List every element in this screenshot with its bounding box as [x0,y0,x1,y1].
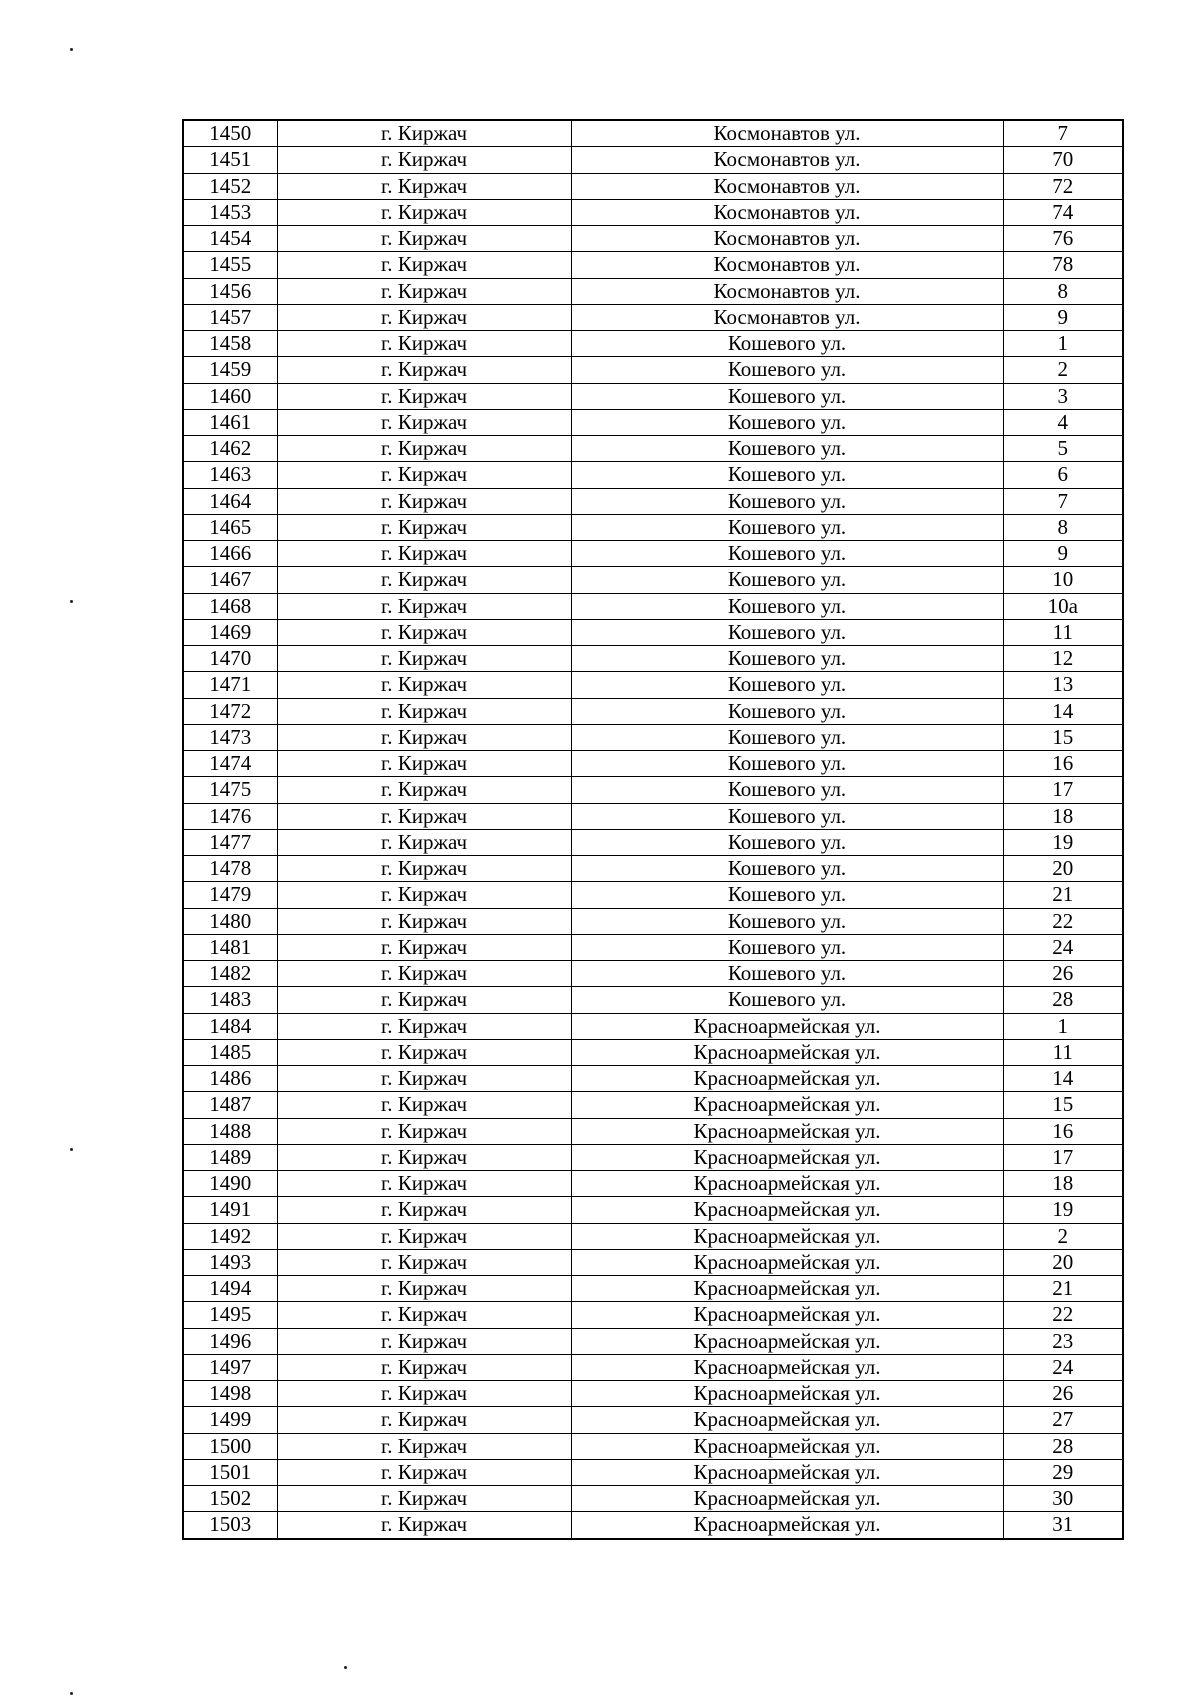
house-number-cell: 16 [1003,1118,1123,1144]
table-row [183,147,1123,173]
table-row [183,803,1123,829]
house-number-cell: 14 [1003,1066,1123,1092]
record-number-cell: 1493 [183,1249,277,1275]
house-number-cell: 28 [1003,987,1123,1013]
house-number-cell: 29 [1003,1459,1123,1485]
house-number-cell: 8 [1003,278,1123,304]
record-number-cell: 1483 [183,987,277,1013]
scan-speck [70,1692,73,1695]
table-row [183,1459,1123,1485]
city-cell: г. Киржач [277,619,571,645]
city-cell: г. Киржач [277,199,571,225]
city-cell: г. Киржач [277,829,571,855]
city-cell: г. Киржач [277,803,571,829]
record-number-cell: 1459 [183,357,277,383]
table-row [183,1433,1123,1459]
house-number-cell: 12 [1003,646,1123,672]
table-row [183,934,1123,960]
table-row [183,1171,1123,1197]
street-cell: Космонавтов ул. [571,304,1003,330]
house-number-cell: 11 [1003,619,1123,645]
record-number-cell: 1470 [183,646,277,672]
house-number-cell: 3 [1003,383,1123,409]
street-cell: Красноармейская ул. [571,1433,1003,1459]
street-cell: Красноармейская ул. [571,1144,1003,1170]
table-row [183,488,1123,514]
table-row [183,567,1123,593]
street-cell: Космонавтов ул. [571,252,1003,278]
record-number-cell: 1458 [183,331,277,357]
house-number-cell: 31 [1003,1512,1123,1539]
record-number-cell: 1497 [183,1354,277,1380]
city-cell: г. Киржач [277,514,571,540]
house-number-cell: 1 [1003,1013,1123,1039]
city-cell: г. Киржач [277,436,571,462]
city-cell: г. Киржач [277,1171,571,1197]
house-number-cell: 15 [1003,1092,1123,1118]
city-cell: г. Киржач [277,1066,571,1092]
record-number-cell: 1465 [183,514,277,540]
city-cell: г. Киржач [277,882,571,908]
street-cell: Красноармейская ул. [571,1512,1003,1539]
house-number-cell: 15 [1003,724,1123,750]
street-cell: Кошевого ул. [571,724,1003,750]
house-number-cell: 18 [1003,1171,1123,1197]
street-cell: Красноармейская ул. [571,1223,1003,1249]
street-cell: Кошевого ул. [571,488,1003,514]
house-number-cell: 30 [1003,1486,1123,1512]
record-number-cell: 1478 [183,856,277,882]
city-cell: г. Киржач [277,908,571,934]
address-table [182,119,1124,1540]
record-number-cell: 1475 [183,777,277,803]
record-number-cell: 1460 [183,383,277,409]
record-number-cell: 1501 [183,1459,277,1485]
table-row [183,751,1123,777]
street-cell: Кошевого ул. [571,462,1003,488]
street-cell: Кошевого ул. [571,882,1003,908]
city-cell: г. Киржач [277,383,571,409]
table-row [183,777,1123,803]
city-cell: г. Киржач [277,934,571,960]
house-number-cell: 2 [1003,1223,1123,1249]
table-row [183,199,1123,225]
street-cell: Красноармейская ул. [571,1171,1003,1197]
address-table-body [183,120,1123,1539]
table-row [183,698,1123,724]
street-cell: Кошевого ул. [571,961,1003,987]
table-row [183,383,1123,409]
street-cell: Кошевого ул. [571,409,1003,435]
record-number-cell: 1503 [183,1512,277,1539]
record-number-cell: 1469 [183,619,277,645]
house-number-cell: 7 [1003,488,1123,514]
house-number-cell: 22 [1003,1302,1123,1328]
house-number-cell: 13 [1003,672,1123,698]
record-number-cell: 1494 [183,1276,277,1302]
city-cell: г. Киржач [277,1302,571,1328]
house-number-cell: 72 [1003,173,1123,199]
city-cell: г. Киржач [277,987,571,1013]
city-cell: г. Киржач [277,541,571,567]
street-cell: Красноармейская ул. [571,1092,1003,1118]
city-cell: г. Киржач [277,856,571,882]
house-number-cell: 24 [1003,1354,1123,1380]
record-number-cell: 1490 [183,1171,277,1197]
scan-speck [344,1666,347,1669]
table-row [183,1066,1123,1092]
city-cell: г. Киржач [277,147,571,173]
table-row [183,1144,1123,1170]
record-number-cell: 1466 [183,541,277,567]
street-cell: Кошевого ул. [571,541,1003,567]
city-cell: г. Киржач [277,1381,571,1407]
city-cell: г. Киржач [277,698,571,724]
house-number-cell: 1 [1003,331,1123,357]
city-cell: г. Киржач [277,567,571,593]
city-cell: г. Киржач [277,751,571,777]
table-row [183,1354,1123,1380]
city-cell: г. Киржач [277,409,571,435]
street-cell: Космонавтов ул. [571,120,1003,147]
record-number-cell: 1474 [183,751,277,777]
house-number-cell: 10а [1003,593,1123,619]
record-number-cell: 1473 [183,724,277,750]
table-row [183,331,1123,357]
house-number-cell: 6 [1003,462,1123,488]
street-cell: Кошевого ул. [571,829,1003,855]
city-cell: г. Киржач [277,1459,571,1485]
street-cell: Красноармейская ул. [571,1039,1003,1065]
house-number-cell: 7 [1003,120,1123,147]
house-number-cell: 21 [1003,882,1123,908]
street-cell: Красноармейская ул. [571,1486,1003,1512]
house-number-cell: 5 [1003,436,1123,462]
table-row [183,1276,1123,1302]
table-row [183,1486,1123,1512]
table-row [183,252,1123,278]
house-number-cell: 28 [1003,1433,1123,1459]
record-number-cell: 1479 [183,882,277,908]
street-cell: Кошевого ул. [571,593,1003,619]
city-cell: г. Киржач [277,120,571,147]
street-cell: Красноармейская ул. [571,1013,1003,1039]
street-cell: Космонавтов ул. [571,173,1003,199]
house-number-cell: 4 [1003,409,1123,435]
table-row [183,173,1123,199]
record-number-cell: 1477 [183,829,277,855]
street-cell: Кошевого ул. [571,751,1003,777]
house-number-cell: 19 [1003,1197,1123,1223]
table-row [183,1302,1123,1328]
table-row [183,1407,1123,1433]
table-row [183,619,1123,645]
table-row [183,1039,1123,1065]
record-number-cell: 1487 [183,1092,277,1118]
city-cell: г. Киржач [277,226,571,252]
house-number-cell: 27 [1003,1407,1123,1433]
street-cell: Кошевого ул. [571,436,1003,462]
record-number-cell: 1491 [183,1197,277,1223]
table-row [183,1092,1123,1118]
street-cell: Кошевого ул. [571,856,1003,882]
table-row [183,514,1123,540]
street-cell: Кошевого ул. [571,698,1003,724]
house-number-cell: 18 [1003,803,1123,829]
record-number-cell: 1476 [183,803,277,829]
record-number-cell: 1451 [183,147,277,173]
record-number-cell: 1484 [183,1013,277,1039]
street-cell: Кошевого ул. [571,514,1003,540]
city-cell: г. Киржач [277,1328,571,1354]
city-cell: г. Киржач [277,724,571,750]
street-cell: Кошевого ул. [571,803,1003,829]
city-cell: г. Киржач [277,488,571,514]
table-row [183,1381,1123,1407]
scan-speck [70,600,73,603]
table-row [183,856,1123,882]
house-number-cell: 10 [1003,567,1123,593]
city-cell: г. Киржач [277,1013,571,1039]
house-number-cell: 76 [1003,226,1123,252]
city-cell: г. Киржач [277,1197,571,1223]
record-number-cell: 1488 [183,1118,277,1144]
record-number-cell: 1472 [183,698,277,724]
house-number-cell: 9 [1003,304,1123,330]
record-number-cell: 1502 [183,1486,277,1512]
house-number-cell: 8 [1003,514,1123,540]
house-number-cell: 78 [1003,252,1123,278]
house-number-cell: 17 [1003,777,1123,803]
scan-speck [70,1148,73,1151]
city-cell: г. Киржач [277,1144,571,1170]
record-number-cell: 1467 [183,567,277,593]
city-cell: г. Киржач [277,1354,571,1380]
house-number-cell: 26 [1003,961,1123,987]
table-row [183,829,1123,855]
street-cell: Кошевого ул. [571,777,1003,803]
house-number-cell: 74 [1003,199,1123,225]
city-cell: г. Киржач [277,278,571,304]
street-cell: Кошевого ул. [571,383,1003,409]
street-cell: Красноармейская ул. [571,1407,1003,1433]
house-number-cell: 70 [1003,147,1123,173]
street-cell: Красноармейская ул. [571,1276,1003,1302]
record-number-cell: 1456 [183,278,277,304]
house-number-cell: 11 [1003,1039,1123,1065]
table-row [183,724,1123,750]
city-cell: г. Киржач [277,331,571,357]
table-row [183,304,1123,330]
house-number-cell: 21 [1003,1276,1123,1302]
record-number-cell: 1462 [183,436,277,462]
table-row [183,1197,1123,1223]
street-cell: Космонавтов ул. [571,199,1003,225]
street-cell: Красноармейская ул. [571,1249,1003,1275]
street-cell: Кошевого ул. [571,331,1003,357]
street-cell: Красноармейская ул. [571,1354,1003,1380]
table-row [183,357,1123,383]
record-number-cell: 1486 [183,1066,277,1092]
record-number-cell: 1496 [183,1328,277,1354]
street-cell: Кошевого ул. [571,619,1003,645]
street-cell: Кошевого ул. [571,908,1003,934]
street-cell: Красноармейская ул. [571,1459,1003,1485]
street-cell: Кошевого ул. [571,672,1003,698]
city-cell: г. Киржач [277,1486,571,1512]
record-number-cell: 1480 [183,908,277,934]
record-number-cell: 1463 [183,462,277,488]
city-cell: г. Киржач [277,961,571,987]
record-number-cell: 1461 [183,409,277,435]
city-cell: г. Киржач [277,1039,571,1065]
table-row [183,409,1123,435]
city-cell: г. Киржач [277,1512,571,1539]
record-number-cell: 1498 [183,1381,277,1407]
table-row [183,987,1123,1013]
street-cell: Красноармейская ул. [571,1197,1003,1223]
house-number-cell: 14 [1003,698,1123,724]
record-number-cell: 1495 [183,1302,277,1328]
record-number-cell: 1481 [183,934,277,960]
city-cell: г. Киржач [277,1249,571,1275]
house-number-cell: 20 [1003,856,1123,882]
house-number-cell: 22 [1003,908,1123,934]
house-number-cell: 20 [1003,1249,1123,1275]
street-cell: Космонавтов ул. [571,278,1003,304]
house-number-cell: 23 [1003,1328,1123,1354]
table-row [183,646,1123,672]
street-cell: Кошевого ул. [571,987,1003,1013]
street-cell: Кошевого ул. [571,934,1003,960]
record-number-cell: 1455 [183,252,277,278]
city-cell: г. Киржач [277,646,571,672]
street-cell: Красноармейская ул. [571,1381,1003,1407]
record-number-cell: 1454 [183,226,277,252]
table-row [183,278,1123,304]
record-number-cell: 1482 [183,961,277,987]
table-row [183,908,1123,934]
record-number-cell: 1499 [183,1407,277,1433]
street-cell: Красноармейская ул. [571,1118,1003,1144]
city-cell: г. Киржач [277,173,571,199]
city-cell: г. Киржач [277,357,571,383]
city-cell: г. Киржач [277,304,571,330]
table-row [183,593,1123,619]
street-cell: Космонавтов ул. [571,147,1003,173]
city-cell: г. Киржач [277,1092,571,1118]
table-row [183,436,1123,462]
table-row [183,882,1123,908]
house-number-cell: 26 [1003,1381,1123,1407]
record-number-cell: 1464 [183,488,277,514]
record-number-cell: 1453 [183,199,277,225]
record-number-cell: 1468 [183,593,277,619]
street-cell: Красноармейская ул. [571,1302,1003,1328]
city-cell: г. Киржач [277,593,571,619]
street-cell: Кошевого ул. [571,646,1003,672]
city-cell: г. Киржач [277,1276,571,1302]
table-row [183,226,1123,252]
record-number-cell: 1489 [183,1144,277,1170]
street-cell: Красноармейская ул. [571,1066,1003,1092]
city-cell: г. Киржач [277,252,571,278]
house-number-cell: 16 [1003,751,1123,777]
table-row [183,1249,1123,1275]
record-number-cell: 1485 [183,1039,277,1065]
scan-speck [70,48,73,51]
table-row [183,672,1123,698]
city-cell: г. Киржач [277,462,571,488]
table-row [183,1328,1123,1354]
table-row [183,120,1123,147]
table-row [183,462,1123,488]
house-number-cell: 2 [1003,357,1123,383]
street-cell: Кошевого ул. [571,567,1003,593]
table-row [183,1013,1123,1039]
table-row [183,1118,1123,1144]
house-number-cell: 24 [1003,934,1123,960]
record-number-cell: 1471 [183,672,277,698]
table-row [183,1512,1123,1539]
house-number-cell: 9 [1003,541,1123,567]
record-number-cell: 1500 [183,1433,277,1459]
record-number-cell: 1492 [183,1223,277,1249]
street-cell: Космонавтов ул. [571,226,1003,252]
table-row [183,541,1123,567]
record-number-cell: 1450 [183,120,277,147]
city-cell: г. Киржач [277,672,571,698]
house-number-cell: 19 [1003,829,1123,855]
city-cell: г. Киржач [277,1223,571,1249]
table-row [183,1223,1123,1249]
record-number-cell: 1452 [183,173,277,199]
street-cell: Красноармейская ул. [571,1328,1003,1354]
city-cell: г. Киржач [277,1118,571,1144]
city-cell: г. Киржач [277,1433,571,1459]
city-cell: г. Киржач [277,777,571,803]
house-number-cell: 17 [1003,1144,1123,1170]
city-cell: г. Киржач [277,1407,571,1433]
street-cell: Кошевого ул. [571,357,1003,383]
record-number-cell: 1457 [183,304,277,330]
table-row [183,961,1123,987]
